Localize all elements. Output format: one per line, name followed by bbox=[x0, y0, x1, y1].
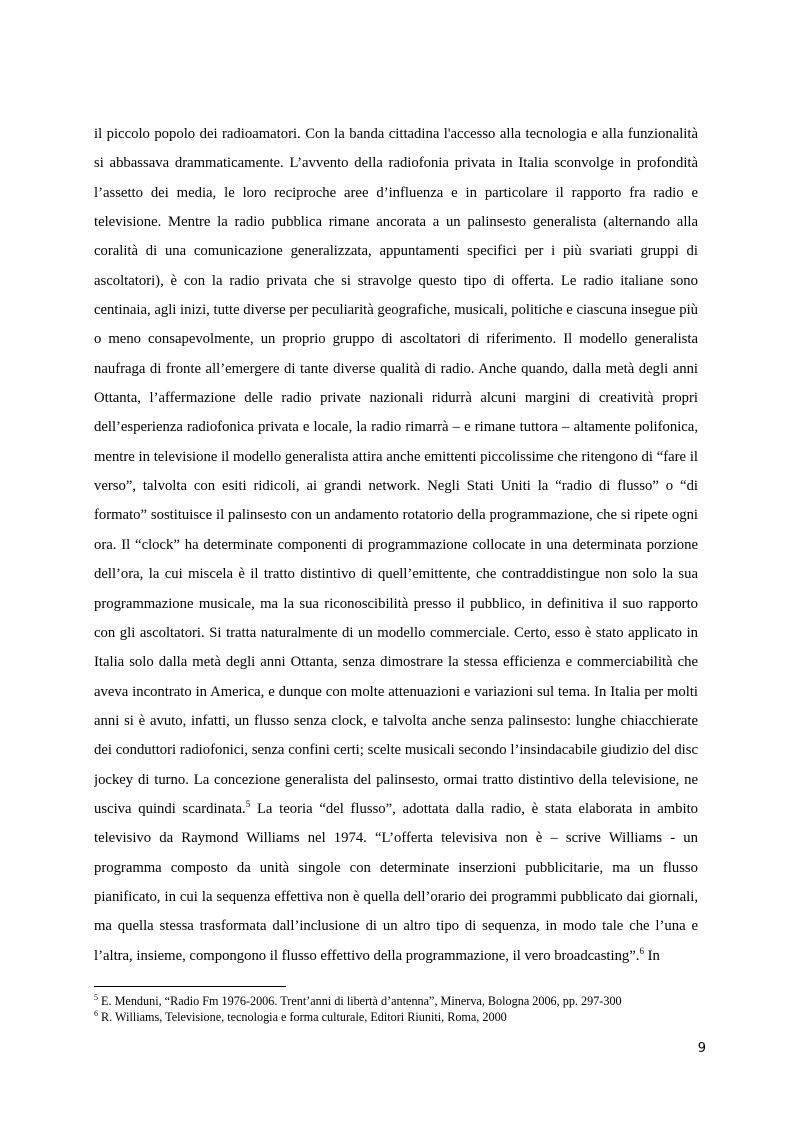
text-line: ora. Il “clock” ha determinate componenti di programmazione collocate in una determinata porzione bbox=[94, 536, 698, 553]
text-line: l’assetto dei media, le loro reciproche aree d’influenza e in particolare il rapporto fra radio e bbox=[94, 184, 698, 201]
text-line: il piccolo popolo dei radioamatori. Con la banda cittadina l'accesso alla tecnologia e alla funzionalità bbox=[94, 126, 698, 142]
text-line: dell’ora, la cui miscela è il tratto distintivo di quell’emittente, che contraddistingue non solo la sua bbox=[94, 566, 698, 583]
footnote-number: 6 bbox=[94, 1008, 98, 1018]
text-segment: l’altra, insieme, compongono il flusso effettivo della programmazione, il vero broadcasting”. bbox=[94, 947, 640, 964]
text-line: dell’esperienza radiofonica privata e locale, la radio rimarrà – e rimane tuttora – altamente polifonica, bbox=[94, 419, 698, 436]
text-line-with-footnote bbox=[94, 942, 698, 971]
text-segment: In bbox=[643, 947, 660, 964]
text-line: coralità di una comunicazione generalizzata, appuntamenti specifici per i più svariati gruppi di bbox=[94, 243, 698, 260]
text-line: centinaia, agli inizi, tutte diverse per peculiarità geografiche, musicali, politiche e ciascuna insegue più bbox=[94, 302, 698, 319]
text-line: si abbassava drammaticamente. L’avvento della radiofonia privata in Italia sconvolge in profondità bbox=[94, 155, 698, 172]
footnote-number: 5 bbox=[94, 992, 98, 1002]
text-segment: La teoria “del flusso”, adottata dalla radio, è stata elaborata in ambito bbox=[250, 800, 698, 817]
text-line: Italia solo dalla metà degli anni Ottanta, senza dimostrare la stessa efficienza e commerciabilità che bbox=[94, 654, 698, 671]
footnote-text: E. Menduni, “Radio Fm 1976-2006. Trent’anni di libertà d’antenna”, Minerva, Bologna 2006, pp. 297-300 bbox=[98, 994, 622, 1008]
text-line: con gli ascoltatori. Si tratta naturalmente di un modello commerciale. Certo, esso è stato applicato in bbox=[94, 624, 698, 641]
footnotes bbox=[94, 994, 698, 1025]
text-line: pianificato, in cui la sequenza effettiva non è quella dell’orario dei programmi pubblicato dai giornali, bbox=[94, 888, 698, 905]
page-number: 9 bbox=[697, 1041, 706, 1056]
text-line: televisione. Mentre la radio pubblica rimane ancorata a un palinsesto generalista (alternando alla bbox=[94, 214, 698, 231]
text-line: programma composto da unità singole con determinate inserzioni pubblicitarie, ma un flusso bbox=[94, 859, 698, 876]
text-line: aveva incontrato in America, e dunque con molte attenuazioni e variazioni sul tema. In Italia per molti bbox=[94, 683, 698, 700]
footnote-text: R. Williams, Televisione, tecnologia e forma culturale, Editori Riuniti, Roma, 2000 bbox=[98, 1009, 507, 1024]
text-segment: usciva quindi scardinata. bbox=[94, 800, 246, 817]
text-line: verso”, talvolta con esiti ridicoli, ai grandi network. Negli Stati Uniti la “radio di flusso” o “di bbox=[94, 478, 698, 495]
text-line: formato” sostituisce il palinsesto con un andamento rotatorio della programmazione, che si ripete ogni bbox=[94, 507, 698, 524]
text-line-with-footnote bbox=[94, 795, 698, 824]
text-line: anni si è avuto, infatti, un flusso senza clock, e talvolta anche senza palinsesto: lunghe chiacchierate bbox=[94, 712, 698, 729]
text-line: naufraga di fronte all’emergere di tante diverse qualità di radio. Anche quando, dalla metà degli anni bbox=[94, 360, 698, 377]
footnote-separator bbox=[94, 986, 286, 987]
footnote bbox=[94, 994, 698, 1010]
text-line: mentre in televisione il modello generalista attira anche emittenti piccolissime che ritengono di “fare il bbox=[94, 448, 698, 465]
text-line: o meno consapevolmente, un proprio gruppo di ascoltatori di riferimento. Il modello generalista bbox=[94, 331, 698, 348]
text-line: ma quella stessa trasformata dall’inclusione di un altro tipo di sequenza, in modo tale che l’una e bbox=[94, 918, 698, 935]
text-line: jockey di turno. La concezione generalista del palinsesto, ormai tratto distintivo della televisione, ne bbox=[94, 771, 698, 788]
text-line: dei conduttori radiofonici, senza confini certi; scelte musicali secondo l’insindacabile giudizio del disc bbox=[94, 742, 698, 759]
text-line: programmazione musicale, ma la sua riconoscibilità presso il pubblico, in definitiva il suo rapporto bbox=[94, 595, 698, 612]
text-line: ascoltatori), è con la radio privata che si stravolge questo tipo di offerta. Le radio italiane sono bbox=[94, 272, 698, 289]
footnote bbox=[94, 1010, 698, 1026]
footnote-reference[interactable]: 5 bbox=[245, 799, 251, 810]
body-paragraph bbox=[94, 120, 698, 971]
text-line: televisivo da Raymond Williams nel 1974. “L’offerta televisiva non è – scrive Williams - un bbox=[94, 830, 698, 847]
footnote-reference[interactable]: 6 bbox=[639, 945, 644, 956]
text-line: Ottanta, l’affermazione delle radio private nazionali ridurrà alcuni margini di creatività propri bbox=[94, 390, 698, 407]
